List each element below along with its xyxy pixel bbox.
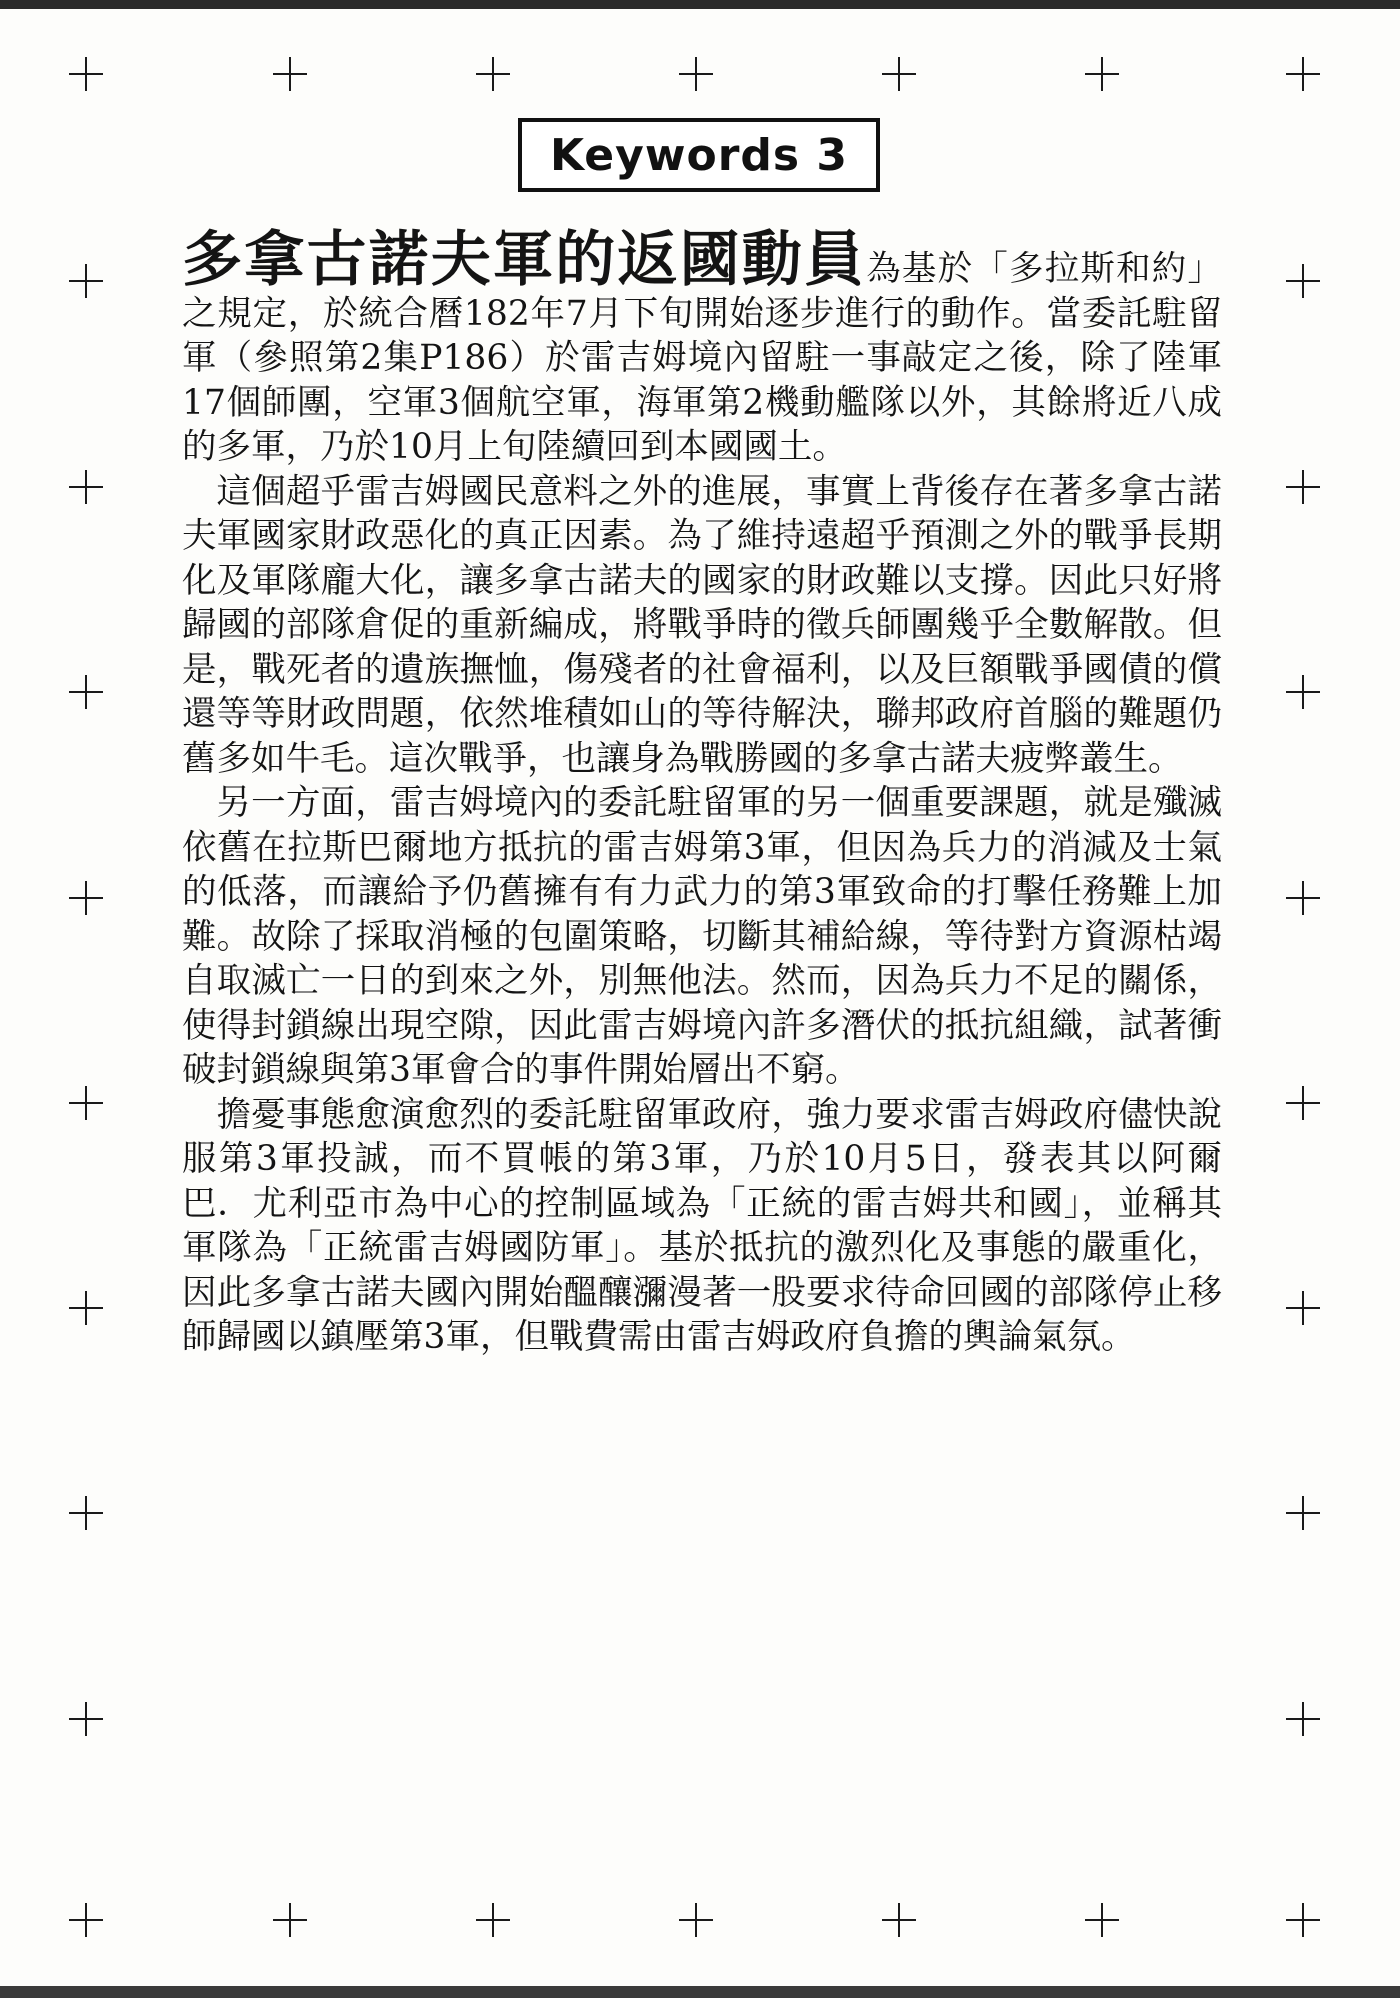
crop-mark <box>273 1903 307 1937</box>
lead-text: 為基於「多拉斯和約」之規定，於統合曆182年7月下旬開始逐步進行的動作。當委託駐留軍（參照第2集P186）於雷吉姆境內留駐一事敲定之後，除了陸軍17個師團，空軍3個航空軍，海軍第2機動艦隊以外，其餘將近八成的多軍，乃於10月上旬陸續回到本國國土。 <box>182 249 1223 467</box>
scan-bottom-edge <box>0 1986 1400 1998</box>
crop-mark <box>1286 57 1320 91</box>
crop-mark <box>69 470 103 504</box>
crop-mark <box>476 57 510 91</box>
body-paragraph: 擔憂事態愈演愈烈的委託駐留軍政府，強力要求雷吉姆政府儘快說服第3軍投誠，而不買帳的第3軍，乃於10月5日，發表其以阿爾巴．尤利亞市為中心的控制區域為「正統的雷吉姆共和國」，並稱其軍隊為「正統雷吉姆國防軍」。基於抵抗的激烈化及事態的嚴重化，因此多拿古諾夫國內開始醞釀瀰漫著一股要求待命回國的部隊停止移師歸國以鎮壓第3軍，但戰費需由雷吉姆政府負擔的輿論氣氛。 <box>182 1094 1222 1357</box>
crop-mark <box>1286 470 1320 504</box>
crop-mark <box>69 1291 103 1325</box>
article-body <box>182 225 1223 1360</box>
crop-mark <box>882 1903 916 1937</box>
crop-mark <box>882 57 916 91</box>
lead-paragraph <box>182 225 1223 470</box>
crop-mark <box>69 1086 103 1120</box>
crop-mark <box>69 881 103 915</box>
crop-mark <box>69 1496 103 1530</box>
crop-mark <box>476 1903 510 1937</box>
crop-mark <box>69 264 103 298</box>
keywords-heading: Keywords 3 <box>518 118 880 192</box>
crop-mark <box>1286 1496 1320 1530</box>
crop-mark <box>1286 264 1320 298</box>
body-paragraph: 這個超乎雷吉姆國民意料之外的進展，事實上背後存在著多拿古諾夫軍國家財政惡化的真正因素。為了維持遠超乎預測之外的戰爭長期化及軍隊龐大化，讓多拿古諾夫的國家的財政難以支撐。因此只好將歸國的部隊倉促的重新編成，將戰爭時的徵兵師團幾乎全數解散。但是，戰死者的遺族撫恤，傷殘者的社會福利，以及巨額戰爭國債的償還等等財政問題，依然堆積如山的等待解決，聯邦政府首腦的難題仍舊多如牛毛。這次戰爭，也讓身為戰勝國的多拿古諾夫疲弊叢生。 <box>182 471 1222 779</box>
crop-mark <box>69 57 103 91</box>
crop-mark <box>69 675 103 709</box>
crop-mark <box>1085 57 1119 91</box>
crop-mark <box>1286 1903 1320 1937</box>
crop-mark <box>1286 1291 1320 1325</box>
keyword-term: 多拿古諾夫軍的返國動員 <box>182 225 867 295</box>
crop-mark <box>1286 1086 1320 1120</box>
crop-mark <box>1286 675 1320 709</box>
crop-mark <box>273 57 307 91</box>
crop-mark <box>1286 881 1320 915</box>
crop-mark <box>679 1903 713 1937</box>
scan-top-edge <box>0 0 1400 9</box>
crop-mark <box>69 1903 103 1937</box>
crop-mark <box>679 57 713 91</box>
crop-mark <box>1085 1903 1119 1937</box>
body-paragraph: 另一方面，雷吉姆境內的委託駐留軍的另一個重要課題，就是殲滅依舊在拉斯巴爾地方抵抗的雷吉姆第3軍，但因為兵力的消減及士氣的低落，而讓給予仍舊擁有有力武力的第3軍致命的打擊任務難上加難。故除了採取消極的包圍策略，切斷其補給線，等待對方資源枯竭自取滅亡一日的到來之外，別無他法。然而，因為兵力不足的關係，使得封鎖線出現空隙，因此雷吉姆境內許多潛伏的抵抗組織，試著衝破封鎖線與第3軍會合的事件開始層出不窮。 <box>182 783 1222 1090</box>
crop-mark <box>1286 1702 1320 1736</box>
crop-mark <box>69 1702 103 1736</box>
